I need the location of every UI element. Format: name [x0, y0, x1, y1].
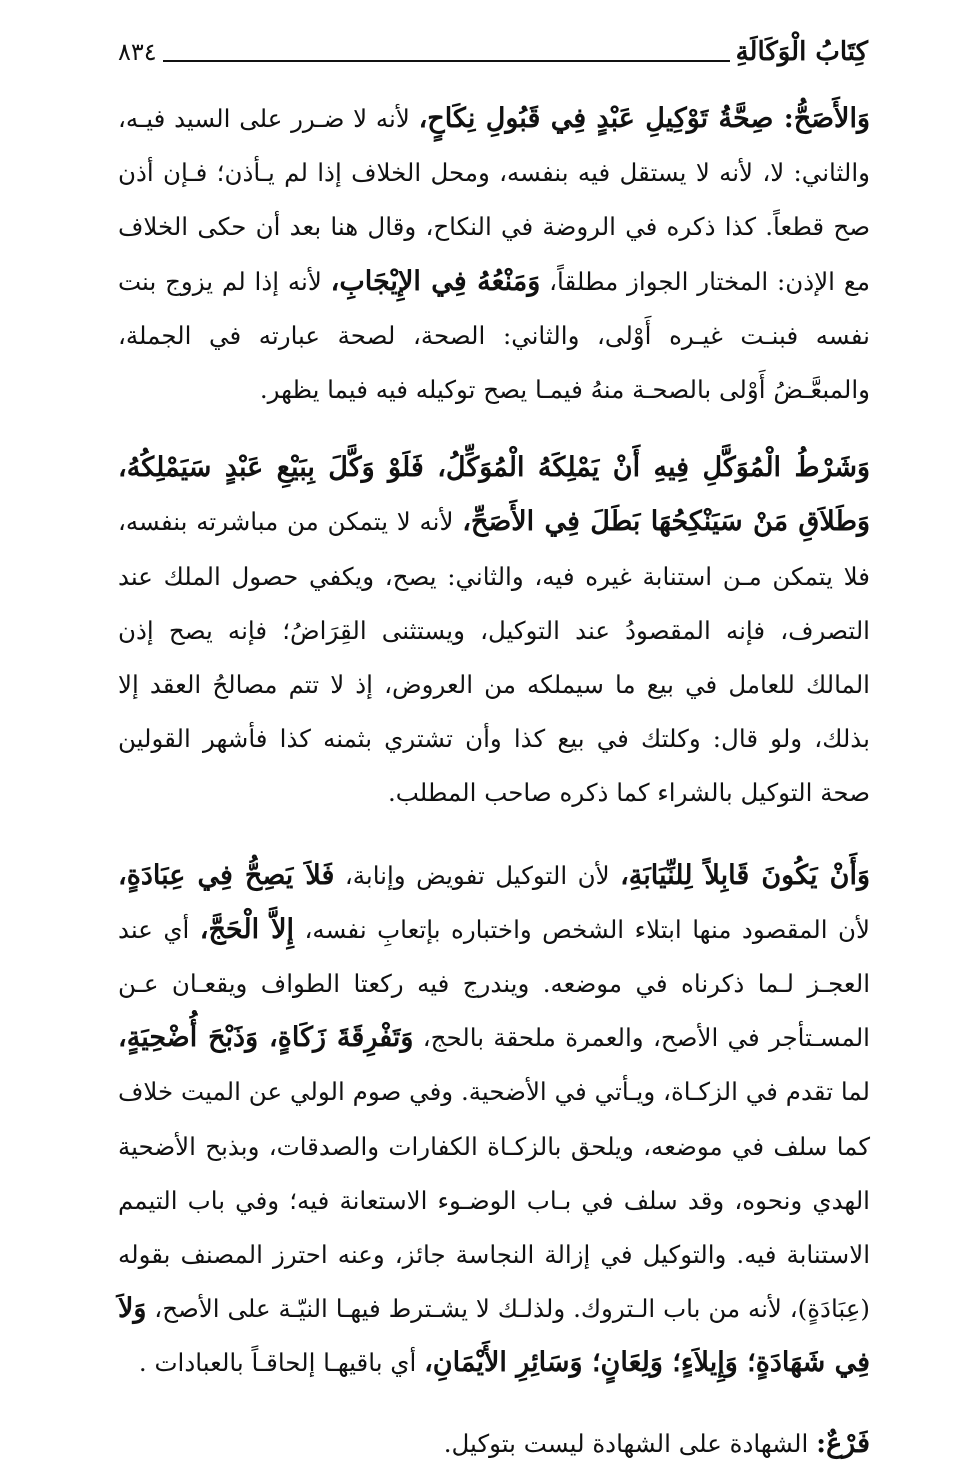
- page-body: [118, 92, 870, 1471]
- sharh-text: لأن التوكيل تفويض وإنابة،: [334, 860, 621, 890]
- chapter-title: كِتَابُ الْوَكَالَةِ: [735, 37, 868, 67]
- sharh-text: الشهادة على الشهادة ليست بتوكيل.: [443, 1428, 817, 1458]
- paragraph: [118, 441, 870, 820]
- matn-text: وَالأَصَحُّ: صِحَّةُ تَوْكِيلِ عَبْدٍ فِي قَبُولِ نِكَاحٍ،: [418, 103, 870, 134]
- paragraph: [118, 1417, 870, 1471]
- sharh-text: لما تقدم في الزكـاة، ويـأتي في الأضحية. وفي صوم الولي عن الميت خلاف كما سلف في موضعه، ويلحق بالزكـاة الكفارات والصدقات، وبذبح الأضحية الهدي ونحوه، وقد سلف في بـاب الوضـوء الاستعانة فيه؛ وفي باب التيمم الاستنابة فيه. والتوكيل في إزالة النجاسة جائز، وعنه احترز المصنف بقوله (عِبَادَةٍ)، لأنه من باب الـتروك. ولذلـك لا يشـترط فيهـا النيّـة على الأصح،: [118, 1077, 870, 1324]
- sharh-text: أي عند العجـز لـما ذكرناه في موضعه. ويندرج فيه ركعتا الطواف ويقعـان عـن المسـتأجر في الأصح، والعمرة ملحقة بالحج،: [118, 914, 870, 1053]
- sharh-text: لأنه لا يتمكن من مباشرته بنفسه، فلا يتمكن مـن استنابة غيره فيه، والثاني: يصح، ويكفي حصول الملك عند التصرف، فإنه المقصودُ عند التوكيل، ويستثنى القِرَاضُ؛ فإنه يصح إذن المالك للعامل في بيع ما سيملكه من العروض، إذ لا تتم مصالحُ العقد إلا بذلك، ولو قال: وكلتك في بيع كذا وأن تشتري بثمنه كذا فأشهر القولين صحة التوكيل بالشراء كما ذكره صاحب المطلب.: [118, 507, 870, 808]
- matn-text: وَأَنْ يَكُونَ قَابِلاً لِلنِّيَابَةِ،: [620, 859, 870, 891]
- matn-text: فَلاَ يَصِحُّ فِي عِبَادَةٍ،: [118, 859, 335, 891]
- sharh-text: لأن المقصود منها ابتلاء الشخص واختباره بإتعابِ نفسه،: [294, 914, 870, 944]
- page-number: ٨٣٤: [118, 38, 157, 66]
- matn-text: وَلاَ فِي شَهَادَةٍ؛ وَإِيلاَءٍ؛ وَلِعَانٍ؛ وَسَائِرِ الأَيْمَانِ،: [118, 1293, 870, 1379]
- matn-text: وَشَرْطُ الْمُوَكَّلِ فِيهِ أَنْ يَمْلِكَهُ الْمُوَكِّلُ، فَلَوْ وَكَّلَ بِبَيْعِ عَبْدٍ سَيَمْلِكُهُ، وَطَلاَقِ مَنْ سَيَنْكِحُهَا بَطَلَ فِي الأَصَحِّ،: [118, 452, 870, 538]
- matn-text: إِلاَّ الْحَجَّ،: [199, 913, 295, 945]
- paragraph: [118, 849, 870, 1391]
- matn-text: وَمَنْعُهُ فِي الإِيْجَابِ،: [330, 265, 541, 297]
- header-rule: [163, 60, 730, 62]
- paragraph: [118, 92, 870, 417]
- matn-text: فَرْعٌ:: [816, 1427, 870, 1459]
- matn-text: وَتَفْرِقَةَ زَكَاةٍ، وَذَبْحَ أُضْحِيَةٍ،: [118, 1022, 414, 1054]
- sharh-text: لأنه إذا لم يزوج بنت نفسه فبنـت غيـره أَوْلى، والثاني: الصحة، لصحة عبارته في الجملة، والمبعَّـضُ أَوْلى بالصحـة منهُ فيمـا يصح توكيله فيه فيما يظهر.: [118, 266, 870, 405]
- sharh-text: لأنه لا ضـرر على السيد فيـه، والثاني: لا، لأنه لا يستقل فيه بنفسه، ومحل الخلاف إذا لم يـأذن؛ فـإن أذن صح قطعاً. كذا ذكره في الروضة في النكاح، وقال هنا بعد أن حكى الخلاف مع الإذن: المختار الجواز مطلقاً،: [118, 104, 870, 296]
- sharh-text: أي باقيهـا إلحاقـاً بالعبادات .: [138, 1348, 425, 1378]
- page-header: [118, 34, 868, 70]
